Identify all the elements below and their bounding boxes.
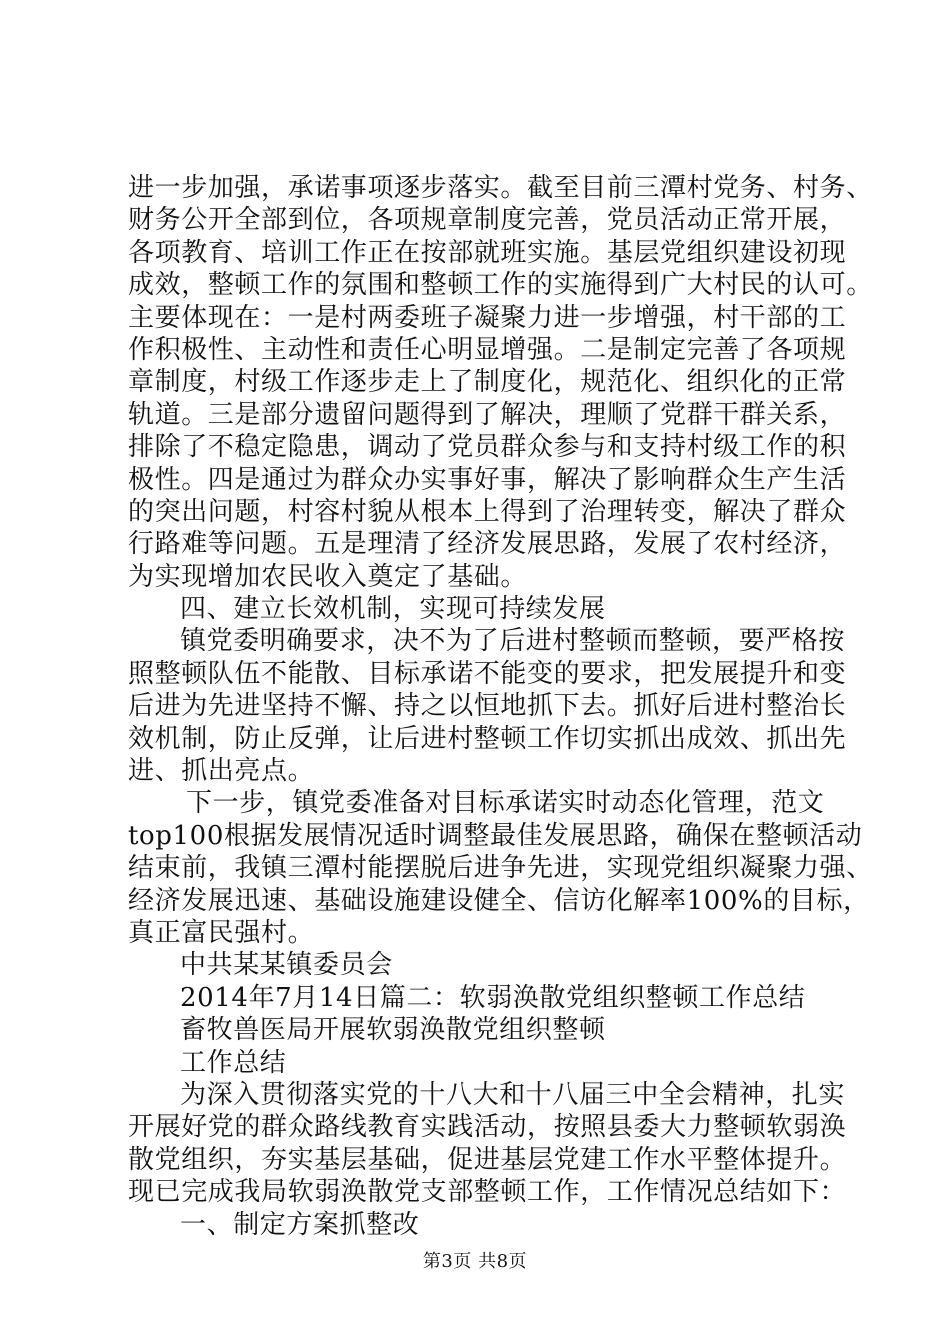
text-line: 进、抓出亮点。 [128,756,315,787]
text-line: 排除了不稳定隐患，调动了党员群众参与和支持村级工作的积 [128,432,847,463]
text-line: 镇党委明确要求，决不为了后进村整顿而整顿，要严格按 [180,626,846,657]
text-line: 结束前，我镇三潭村能摆脱后进争先进，实现党组织凝聚力强、 [128,853,873,884]
text-line: 现已完成我局软弱涣散党支部整顿工作，工作情况总结如下： [128,1177,847,1208]
text-line: 主要体现在：一是村两委班子凝聚力进一步增强，村干部的工 [128,302,847,333]
text-line: 作积极性、主动性和责任心明显增强。二是制定完善了各项规 [128,334,847,365]
text-line: 中共某某镇委员会 [180,950,393,981]
text-line: 财务公开全部到位，各项规章制度完善，党员活动正常开展， [128,205,847,236]
text-line: 成效，整顿工作的氛围和整顿工作的实施得到广大村民的认可。 [128,270,873,301]
text-line: 为实现增加农民收入奠定了基础。 [128,561,528,592]
text-line: 一、制定方案抓整改 [180,1209,420,1240]
text-line: 四、建立长效机制，实现可持续发展 [180,594,606,625]
text-line: 行路难等问题。五是理清了经济发展思路，发展了农村经济， [128,529,847,560]
text-line: 散党组织，夯实基层基础，促进基层党建工作水平整体提升。 [128,1144,847,1175]
text-line: 真正富民强村。 [128,917,315,948]
text-line: 下一步，镇党委准备对目标承诺实时动态化管理，范文 [186,788,825,819]
text-line: 后进为先进坚持不懈、持之以恒地抓下去。抓好后进村整治长 [128,691,847,722]
text-line: top100根据发展情况适时调整最佳发展思路，确保在整顿活动 [128,820,863,851]
text-line: 畜牧兽医局开展软弱涣散党组织整顿 [180,1015,606,1046]
text-line: 轨道。三是部分遗留问题得到了解决，理顺了党群干群关系， [128,399,847,430]
text-line: 的突出问题，村容村貌从根本上得到了治理转变，解决了群众 [128,496,847,527]
text-line: 照整顿队伍不能散、目标承诺不能变的要求，把发展提升和变 [128,658,847,689]
text-line: 极性。四是通过为群众办实事好事，解决了影响群众生产生活 [128,464,847,495]
text-line: 各项教育、培训工作正在按部就班实施。基层党组织建设初现 [128,237,847,268]
text-line: 2014年7月14日篇二：软弱涣散党组织整顿工作总结 [180,982,806,1013]
text-line: 为深入贯彻落实党的十八大和十八届三中全会精神，扎实 [180,1079,846,1110]
text-line: 经济发展迅速、基础设施建设健全、信访化解率100%的目标， [128,885,870,916]
text-line: 效机制，防止反弹，让后进村整顿工作切实抓出成效、抓出先 [128,723,847,754]
text-line: 开展好党的群众路线教育实践活动，按照县委大力整顿软弱涣 [128,1112,847,1143]
document-body [128,172,873,1241]
text-line: 章制度，村级工作逐步走上了制度化，规范化、组织化的正常 [128,367,847,398]
text-line: 进一步加强，承诺事项逐步落实。截至目前三潭村党务、村务、 [128,173,873,203]
text-line: 工作总结 [180,1047,287,1078]
page-footer: 第3页 共8页 [422,1251,528,1272]
